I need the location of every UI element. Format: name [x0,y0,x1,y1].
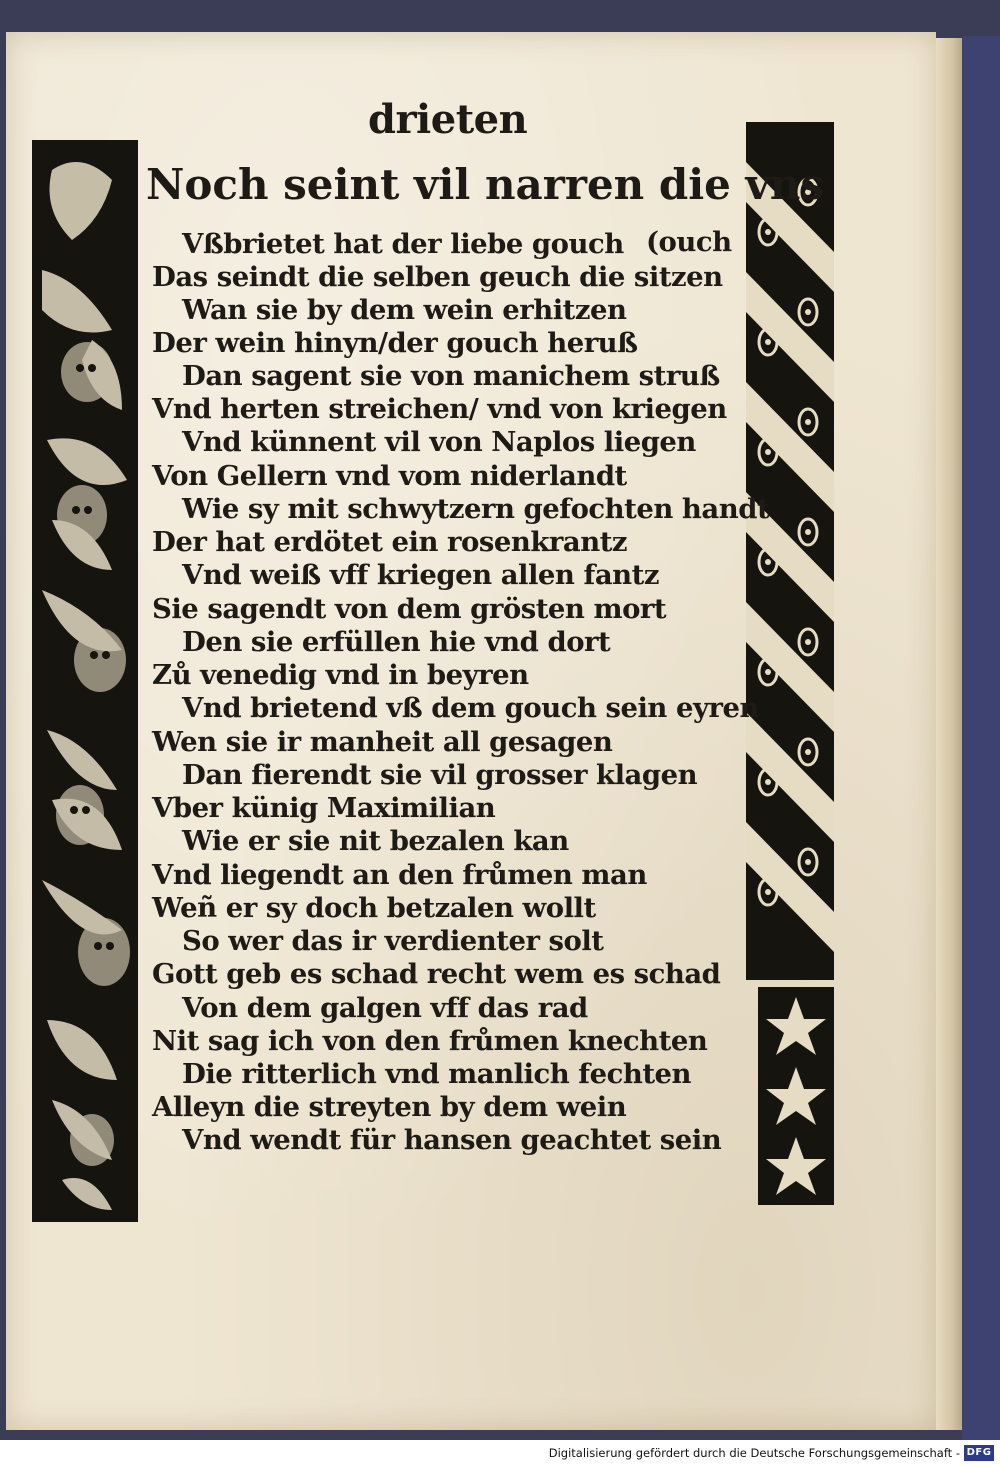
verse-line: Der hat erdötet ein rosenkrantz [152,526,628,558]
text-block [6,32,936,1430]
title-line: Noch seint vil narren die vns [146,160,825,209]
verse-line: Von dem galgen vff das rad [182,992,588,1024]
verse-line: Dan fierendt sie vil grosser klagen [182,759,698,791]
verse-line: Den sie erfüllen hie vnd dort [182,626,611,658]
verse-line: Vnd weiß vff kriegen allen fantz [182,559,659,591]
funding-credit: Digitalisierung gefördert durch die Deutsche Forschungsgemeinschaft - [548,1446,960,1460]
verse-line: Der wein hinyn/der gouch heruß [152,327,638,359]
running-head: drieten [368,96,528,143]
footer-bar [0,1440,1000,1467]
verse-line: Die ritterlich vnd manlich fechten [182,1058,692,1090]
verse-line: Vßbrietet hat der liebe gouch [182,228,624,260]
verse-line: Vber künig Maximilian [152,792,496,824]
verse-line: Sie sagendt von dem grösten mort [152,593,667,625]
verse-line: Vnd wendt für hansen geachtet sein [182,1124,722,1156]
catchword: (ouch [646,226,732,258]
verse-line: Vnd brietend vß dem gouch sein eyren [182,692,759,724]
verse-line: Vnd künnent vil von Naplos liegen [182,426,696,458]
verse-line: Wie sy mit schwytzern gefochten handt [182,493,770,525]
verse-line: Wie er sie nit bezalen kan [182,825,569,857]
verse-line: Vnd liegendt an den frůmen man [152,859,647,891]
scan-edge-strip [962,36,1000,1440]
page-edge [936,38,962,1430]
verse-line: Von Gellern vnd vom niderlandt [152,460,627,492]
verse-line: Zů venedig vnd in beyren [152,659,529,691]
dfg-logo: DFG [964,1445,994,1461]
verse-line: So wer das ir verdienter solt [182,925,604,957]
verse-line: Wan sie by dem wein erhitzen [182,294,627,326]
verse-line: Wen sie ir manheit all gesagen [152,726,613,758]
verse-line: Alleyn die streyten by dem wein [152,1091,627,1123]
verse-line: Das seindt die selben geuch die sitzen [152,261,723,293]
verse-line: Nit sag ich von den frůmen knechten [152,1025,708,1057]
verse-line: Dan sagent sie von manichem struß [182,360,720,392]
verse-line: Gott geb es schad recht wem es schad [152,958,721,990]
book-page [6,32,936,1430]
verse-line: Weñ er sy doch betzalen wollt [152,892,596,924]
verse-line: Vnd herten streichen/ vnd von kriegen [152,393,727,425]
